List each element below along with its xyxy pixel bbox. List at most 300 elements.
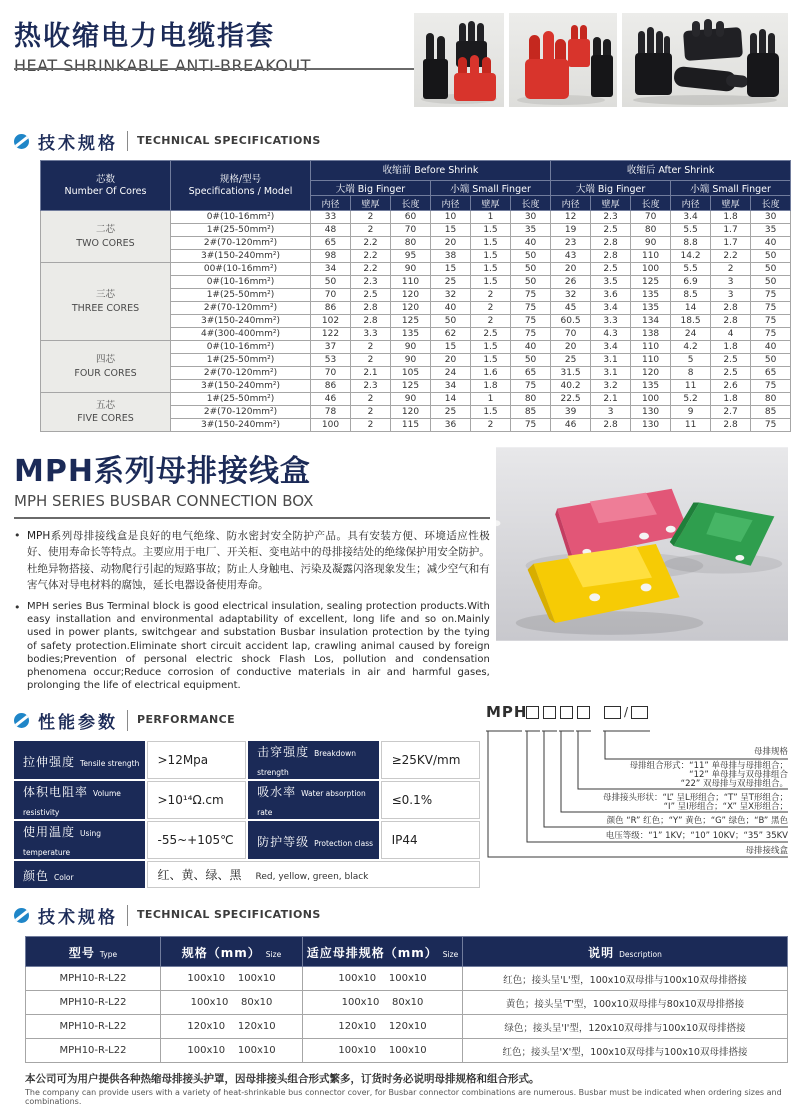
spec-value-cell: 20 <box>431 237 471 250</box>
spec-value-cell: 5.5 <box>671 224 711 237</box>
model-spec-row <box>26 967 788 991</box>
spec-value-cell: 2 <box>711 263 751 276</box>
spec-value-cell: 110 <box>391 276 431 289</box>
spec-value-cell: 46 <box>551 419 591 432</box>
page-title: 热收缩电力电缆指套 <box>14 21 275 52</box>
performance-value-cell: >10¹⁴Ω.cm <box>147 781 247 819</box>
footer-note-cn: 本公司可为用户提供各种热缩母排接头护罩，因母排接头组合形式繁多，订货时务必说明母排规格和组合形式。 <box>25 1073 540 1086</box>
spec-value-cell: 102 <box>311 315 351 328</box>
performance-label-cell <box>248 741 378 779</box>
spec-value-cell: 25 <box>551 354 591 367</box>
spec-value-cell: 75 <box>751 328 791 341</box>
spec-value-cell: 1.5 <box>471 354 511 367</box>
col-header-description <box>463 937 788 967</box>
product-photo-breakout-3 <box>622 13 788 107</box>
sub-col-header: 壁厚 <box>591 196 631 211</box>
spec-value-cell: 30 <box>751 211 791 224</box>
spec-value-cell: 2 <box>351 341 391 354</box>
spec-value-cell: 3.4 <box>591 302 631 315</box>
model-spec-row <box>26 991 788 1015</box>
spec-value-cell: 14 <box>431 393 471 406</box>
performance-value-cell: 红、黄、绿、黑 Red, yellow, green, black <box>147 861 481 888</box>
spec-value-cell: 1.8 <box>471 380 511 393</box>
spec-value-cell: 2.1 <box>351 367 391 380</box>
description-cell: 红色；接头呈'L'型，100x10双母排与100x10双母排搭接 <box>463 967 788 991</box>
spec-row <box>41 211 791 224</box>
model-specifications-table <box>25 936 788 1063</box>
spec-value-cell: 45 <box>551 302 591 315</box>
spec-value-cell: 85 <box>751 406 791 419</box>
header-en: Type <box>99 950 118 960</box>
label-combination-2: “12” 单母排与双母排组合 <box>689 770 788 781</box>
label-joint-shape-2: “I” 呈I形组合；“X” 呈X形组合； <box>663 802 788 813</box>
performance-label-cell <box>14 781 145 819</box>
spec-value-cell: 2 <box>351 406 391 419</box>
spec-value-cell: 78 <box>311 406 351 419</box>
spec-value-cell: 3.4 <box>671 211 711 224</box>
spec-value-cell: 11 <box>671 419 711 432</box>
mph-intro-section <box>14 446 788 699</box>
spec-value-cell: 2.3 <box>591 211 631 224</box>
mph-code-boxes <box>486 703 648 722</box>
spec-value-cell: 2 <box>351 419 391 432</box>
spec-value-cell: 15 <box>431 263 471 276</box>
col-header-type <box>26 937 161 967</box>
section-header-tech1 <box>14 130 788 152</box>
performance-row <box>14 741 480 779</box>
model-cell: 3#(150-240mm²) <box>171 250 311 263</box>
spec-value-cell: 80 <box>511 393 551 406</box>
mph-product-photo <box>496 446 788 642</box>
mph-subtitle: MPH SERIES BUSBAR CONNECTION BOX <box>14 492 314 510</box>
spec-value-cell: 1.5 <box>471 276 511 289</box>
spec-value-cell: 14.2 <box>671 250 711 263</box>
performance-value-cell: IP44 <box>381 821 480 859</box>
spec-value-cell: 3 <box>711 289 751 302</box>
spec-value-cell: 2.6 <box>711 380 751 393</box>
black-four-finger-boot-right <box>747 29 779 97</box>
col-header-busbar-size <box>303 937 463 967</box>
spec-value-cell: 60 <box>391 211 431 224</box>
spec-value-cell: 2 <box>471 302 511 315</box>
mph-intro-text <box>14 446 490 699</box>
mph-title-rule <box>14 517 490 519</box>
spec-value-cell: 2.2 <box>351 263 391 276</box>
code-box-color <box>543 706 556 719</box>
section-bullet-icon <box>14 134 29 149</box>
header-cn: 适应母排规格（mm） <box>306 946 438 961</box>
spec-value-cell: 40 <box>511 341 551 354</box>
spec-value-cell: 100 <box>311 419 351 432</box>
spec-value-cell: 1.7 <box>711 237 751 250</box>
spec-value-cell: 85 <box>511 406 551 419</box>
mph-description-en <box>14 600 490 692</box>
mph-title: MPH系列母排接线盒 <box>14 454 311 489</box>
spec-value-cell: 40 <box>751 237 791 250</box>
spec-value-cell: 3.2 <box>591 380 631 393</box>
model-cell: 1#(25-50mm²) <box>171 289 311 302</box>
spec-value-cell: 1.5 <box>471 406 511 419</box>
spec-value-cell: 50 <box>751 276 791 289</box>
spec-value-cell: 2.8 <box>711 315 751 328</box>
spec-value-cell: 48 <box>311 224 351 237</box>
spec-value-cell: 20 <box>551 263 591 276</box>
spec-value-cell: 134 <box>631 315 671 328</box>
spec-value-cell: 1.6 <box>471 367 511 380</box>
spec-value-cell: 125 <box>391 315 431 328</box>
spec-value-cell: 62 <box>431 328 471 341</box>
col-header-cores-en: Number Of Cores <box>64 185 147 197</box>
black-boot-lying <box>673 66 748 92</box>
performance-label-cn: 体积电阻率 <box>23 785 89 800</box>
spec-value-cell: 75 <box>751 315 791 328</box>
product-photo-breakout-2 <box>509 13 617 107</box>
spec-value-cell: 2.7 <box>711 406 751 419</box>
spec-value-cell: 2.8 <box>351 315 391 328</box>
spec-value-cell: 3.3 <box>351 328 391 341</box>
model-cell: 3#(150-240mm²) <box>171 380 311 393</box>
footer-note-en: The company can provide users with a variety of heat-shrinkable bus connector cover, for Busbar connector combinations are numerous. Busbar must be indicated when ordering sizes and combinations. <box>25 1088 782 1106</box>
spec-value-cell: 5.2 <box>671 393 711 406</box>
model-cell: 3#(150-240mm²) <box>171 419 311 432</box>
spec-value-cell: 120 <box>391 289 431 302</box>
section-title-cn: 性能参数 <box>38 712 118 733</box>
performance-section <box>14 701 788 934</box>
spec-value-cell: 11 <box>671 380 711 393</box>
col-header-cores-cn: 芯数 <box>95 173 115 185</box>
spec-value-cell: 2 <box>351 211 391 224</box>
spec-value-cell: 2.8 <box>591 419 631 432</box>
section-title-cn: 技术规格 <box>38 133 118 154</box>
model-cell: 1#(25-50mm²) <box>171 354 311 367</box>
mph-code-prefix: MPH <box>486 703 528 722</box>
spec-value-cell: 50 <box>751 250 791 263</box>
spec-value-cell: 2.2 <box>351 250 391 263</box>
header-en: Size <box>265 950 282 960</box>
performance-left <box>14 701 482 934</box>
spec-value-cell: 125 <box>631 276 671 289</box>
spec-value-cell: 18.5 <box>671 315 711 328</box>
mph-code-diagram <box>486 701 794 871</box>
spec-value-cell: 130 <box>631 406 671 419</box>
model-cell: 4#(300-400mm²) <box>171 328 311 341</box>
header-cn: 型号 <box>68 946 95 961</box>
busbar-size-cell: 100x10 80x10 <box>303 991 463 1015</box>
col-header-small-finger: 小端 Small Finger <box>671 181 791 196</box>
section-title-en: TECHNICAL SPECIFICATIONS <box>127 131 321 152</box>
spec-value-cell: 34 <box>431 380 471 393</box>
page-header <box>14 10 788 122</box>
performance-label-cell <box>14 861 145 888</box>
performance-label-en: Protection class <box>314 838 374 848</box>
spec-value-cell: 14 <box>671 302 711 315</box>
code-slash: / <box>624 705 629 720</box>
spec-value-cell: 50 <box>431 315 471 328</box>
sub-col-header: 长度 <box>631 196 671 211</box>
spec-value-cell: 50 <box>511 276 551 289</box>
spec-value-cell: 25 <box>431 276 471 289</box>
sub-col-header: 内径 <box>431 196 471 211</box>
spec-value-cell: 2.5 <box>711 367 751 380</box>
red-three-finger-boot <box>525 31 569 99</box>
performance-label-en: Color <box>54 873 74 883</box>
model-spec-row <box>26 1015 788 1039</box>
spec-value-cell: 23 <box>551 237 591 250</box>
core-group-cell: 五芯 FIVE CORES <box>41 393 171 432</box>
shadow <box>516 611 704 635</box>
label-combination-3: “22” 双母排与双母排组合。 <box>680 779 788 790</box>
code-box-spec-1 <box>604 706 621 719</box>
sub-col-header: 内径 <box>551 196 591 211</box>
model-cell: 1#(25-50mm²) <box>171 224 311 237</box>
spec-value-cell: 70 <box>311 367 351 380</box>
spec-value-cell: 31.5 <box>551 367 591 380</box>
description-cell: 黄色；接头呈'T'型，100x10双母排与80x10双母排搭接 <box>463 991 788 1015</box>
model-cell: 0#(10-16mm²) <box>171 341 311 354</box>
col-header-before-shrink: 收缩前 Before Shrink <box>311 161 551 181</box>
spec-value-cell: 24 <box>431 367 471 380</box>
performance-label-en: Using temperature <box>23 829 102 858</box>
specifications-table <box>40 160 791 432</box>
spec-value-cell: 20 <box>551 341 591 354</box>
spec-value-cell: 3 <box>591 406 631 419</box>
spec-value-cell: 110 <box>631 354 671 367</box>
model-cell: 3#(150-240mm²) <box>171 315 311 328</box>
spec-value-cell: 1.5 <box>471 341 511 354</box>
spec-value-cell: 39 <box>551 406 591 419</box>
spec-value-cell: 2 <box>351 393 391 406</box>
code-box-combination <box>577 706 590 719</box>
spec-value-cell: 26 <box>551 276 591 289</box>
performance-label-en: Tensile strength <box>80 758 140 768</box>
spec-value-cell: 2.5 <box>471 328 511 341</box>
section-header-performance <box>14 709 482 731</box>
core-group-cell: 四芯 FOUR CORES <box>41 341 171 393</box>
model-cell: 2#(70-120mm²) <box>171 406 311 419</box>
spec-value-cell: 75 <box>511 289 551 302</box>
spec-value-cell: 2.3 <box>351 380 391 393</box>
model-cell: 00#(10-16mm²) <box>171 263 311 276</box>
spec-value-cell: 43 <box>551 250 591 263</box>
spec-value-cell: 3.4 <box>591 341 631 354</box>
spec-value-cell: 2.1 <box>591 393 631 406</box>
spec-value-cell: 3 <box>711 276 751 289</box>
spec-value-cell: 2.8 <box>591 250 631 263</box>
spec-value-cell: 70 <box>391 224 431 237</box>
spec-value-cell: 53 <box>311 354 351 367</box>
spec-value-cell: 3.1 <box>591 367 631 380</box>
performance-label-cn: 使用温度 <box>23 825 76 840</box>
spec-value-cell: 12 <box>551 211 591 224</box>
spec-value-cell: 50 <box>511 263 551 276</box>
performance-label-cell <box>248 821 378 859</box>
performance-label-en: Water absorption rate <box>257 789 366 818</box>
busbar-size-cell: 100x10 100x10 <box>303 1039 463 1063</box>
model-cell: MPH10-R-L22 <box>26 967 161 991</box>
spec-value-cell: 75 <box>511 302 551 315</box>
model-cell: 2#(70-120mm²) <box>171 237 311 250</box>
col-header-big-finger: 大端 Big Finger <box>551 181 671 196</box>
col-header-model-en: Specifications / Model <box>188 185 293 197</box>
spec-value-cell: 90 <box>391 354 431 367</box>
spec-value-cell: 75 <box>511 328 551 341</box>
spec-value-cell: 115 <box>391 419 431 432</box>
spec-value-cell: 3.1 <box>591 354 631 367</box>
page-subtitle: HEAT SHRINKABLE ANTI-BREAKOUT <box>14 56 311 75</box>
model-cell: 2#(70-120mm²) <box>171 367 311 380</box>
section-bullet-icon <box>14 713 29 728</box>
spec-value-cell: 37 <box>311 341 351 354</box>
spec-value-cell: 120 <box>631 367 671 380</box>
performance-row <box>14 781 480 819</box>
spec-value-cell: 40 <box>431 302 471 315</box>
spec-value-cell: 75 <box>751 302 791 315</box>
busbar-size-cell: 120x10 120x10 <box>303 1015 463 1039</box>
spec-value-cell: 10 <box>431 211 471 224</box>
spec-value-cell: 22.5 <box>551 393 591 406</box>
spec-value-cell: 120 <box>391 406 431 419</box>
section-header-tech2 <box>14 904 482 926</box>
black-boot-back <box>683 19 743 61</box>
spec-value-cell: 5.5 <box>671 263 711 276</box>
spec-value-cell: 50 <box>511 250 551 263</box>
performance-value-cell: -55~+105℃ <box>147 821 247 859</box>
spec-value-cell: 15 <box>431 224 471 237</box>
black-four-finger-boot-left <box>635 27 672 95</box>
spec-value-cell: 46 <box>311 393 351 406</box>
spec-value-cell: 120 <box>391 302 431 315</box>
product-photo-breakout-1 <box>414 13 504 107</box>
sub-col-header: 长度 <box>511 196 551 211</box>
spec-value-cell: 1.5 <box>471 250 511 263</box>
spec-value-cell: 8 <box>671 367 711 380</box>
col-header-small-finger: 小端 Small Finger <box>431 181 551 196</box>
spec-value-cell: 19 <box>551 224 591 237</box>
model-spec-row <box>26 1039 788 1063</box>
spec-value-cell: 90 <box>631 237 671 250</box>
label-busbar-junction-box: 母排接线盒 <box>745 846 788 857</box>
mph-description-cn-text: MPH系列母排接线盒是良好的电气绝缘、防水密封安全防护产品。具有安装方便、环境适应性极好、使用寿命长等特点。主要应用于电厂、开关柜、变电站中的母排接结处的绝缘保护用安全防护。杜绝异物搭接、动物爬行引起的短路事故；防止人身触电、污染及凝露闪洛现象发生；减少空气和有害气体对导电材料的腐蚀，延长电器设备使用寿命。 <box>27 530 490 591</box>
spec-value-cell: 70 <box>631 211 671 224</box>
core-group-cell: 三芯 THREE CORES <box>41 263 171 341</box>
spec-value-cell: 1 <box>471 393 511 406</box>
sub-col-header: 长度 <box>391 196 431 211</box>
code-box-voltage <box>526 706 539 719</box>
spec-value-cell: 30 <box>511 211 551 224</box>
spec-value-cell: 32 <box>431 289 471 302</box>
spec-value-cell: 70 <box>311 289 351 302</box>
col-header-size <box>161 937 303 967</box>
spec-row <box>41 393 791 406</box>
label-combination-1: 母排组合形式：“11” 单母排与母排组合； <box>629 761 788 772</box>
spec-value-cell: 34 <box>311 263 351 276</box>
model-cell: 1#(25-50mm²) <box>171 393 311 406</box>
spec-value-cell: 35 <box>751 224 791 237</box>
bullet-icon: • <box>14 529 21 542</box>
spec-value-cell: 36 <box>431 419 471 432</box>
spec-value-cell: 1.8 <box>711 211 751 224</box>
spec-value-cell: 110 <box>631 250 671 263</box>
spec-value-cell: 98 <box>311 250 351 263</box>
spec-value-cell: 90 <box>391 263 431 276</box>
spec-value-cell: 2 <box>471 289 511 302</box>
bullet-icon: • <box>14 601 21 615</box>
section-title-cn: 技术规格 <box>38 907 118 928</box>
col-header-after-shrink: 收缩后 After Shrink <box>551 161 791 181</box>
spec-value-cell: 2.8 <box>591 237 631 250</box>
small-red-boot <box>568 25 590 67</box>
spec-value-cell: 65 <box>511 367 551 380</box>
col-header-model-cn: 规格/型号 <box>219 173 262 185</box>
sub-col-header: 壁厚 <box>471 196 511 211</box>
size-cell: 100x10 100x10 <box>161 1039 303 1063</box>
performance-label-en: Volume resistivity <box>23 789 121 818</box>
spec-value-cell: 4 <box>711 328 751 341</box>
spec-value-cell: 122 <box>311 328 351 341</box>
model-cell: 2#(70-120mm²) <box>171 302 311 315</box>
spec-value-cell: 24 <box>671 328 711 341</box>
col-header-big-finger: 大端 Big Finger <box>311 181 431 196</box>
spec-value-cell: 9 <box>671 406 711 419</box>
spec-value-cell: 75 <box>751 289 791 302</box>
performance-label-cell <box>14 741 145 779</box>
spec-value-cell: 1.5 <box>471 237 511 250</box>
spec-row <box>41 263 791 276</box>
model-cell: 0#(10-16mm²) <box>171 211 311 224</box>
performance-label-cn: 击穿强度 <box>257 745 310 760</box>
red-three-finger-boot <box>454 55 496 101</box>
model-cell: MPH10-R-L22 <box>26 1015 161 1039</box>
mph-description-en-text: MPH series Bus Terminal block is good electrical insulation, sealing protection products.With easy installation and environmental adaptability of excellent, long life and so on.Mainly used in power plants, switchgear and substation Busbar insulation protection by the tying of safety protection.Eliminate short circuit accident lap, crawling animal caused by foreign bodies;Prevention of personal electric shock Flash Los, pollution and condensation phenomena occur;Reduce corrosion of conductive materials in air and harmful gases, prolonging the life of electrical equipment. <box>27 601 490 692</box>
spec-value-cell: 75 <box>751 380 791 393</box>
size-cell: 100x10 80x10 <box>161 991 303 1015</box>
spec-value-cell: 3.6 <box>591 289 631 302</box>
performance-value-en: Red, yellow, green, black <box>255 872 369 883</box>
spec-value-cell: 38 <box>431 250 471 263</box>
spec-value-cell: 2.8 <box>711 302 751 315</box>
header-cn: 说明 <box>588 946 615 961</box>
section-title-en: PERFORMANCE <box>127 710 235 731</box>
spec-value-cell: 130 <box>631 419 671 432</box>
mph-description-cn <box>14 528 490 593</box>
spec-value-cell: 1.8 <box>711 393 751 406</box>
spec-value-cell: 20 <box>431 354 471 367</box>
spec-value-cell: 75 <box>751 419 791 432</box>
spec-value-cell: 35 <box>511 224 551 237</box>
code-box-joint-shape <box>560 706 573 719</box>
spec-value-cell: 40 <box>511 237 551 250</box>
spec-value-cell: 2.2 <box>711 250 751 263</box>
spec-value-cell: 40.2 <box>551 380 591 393</box>
spec-value-cell: 6.9 <box>671 276 711 289</box>
label-voltage-grades: 电压等级：“1” 1KV；“10” 10KV；“35” 35KV <box>605 831 788 842</box>
spec-value-cell: 138 <box>631 328 671 341</box>
header-en: Size <box>442 950 459 960</box>
performance-table <box>12 739 482 890</box>
spec-value-cell: 50 <box>751 354 791 367</box>
performance-label-cn: 吸水率 <box>257 785 297 800</box>
spec-value-cell: 90 <box>391 341 431 354</box>
spec-value-cell: 65 <box>311 237 351 250</box>
spec-value-cell: 4.2 <box>671 341 711 354</box>
sub-col-header: 内径 <box>311 196 351 211</box>
black-two-finger-boot <box>423 33 448 99</box>
spec-value-cell: 80 <box>631 224 671 237</box>
spec-value-cell: 50 <box>751 263 791 276</box>
spec-value-cell: 3.3 <box>591 315 631 328</box>
spec-value-cell: 105 <box>391 367 431 380</box>
performance-label-en: Breakdown strength <box>257 749 356 778</box>
